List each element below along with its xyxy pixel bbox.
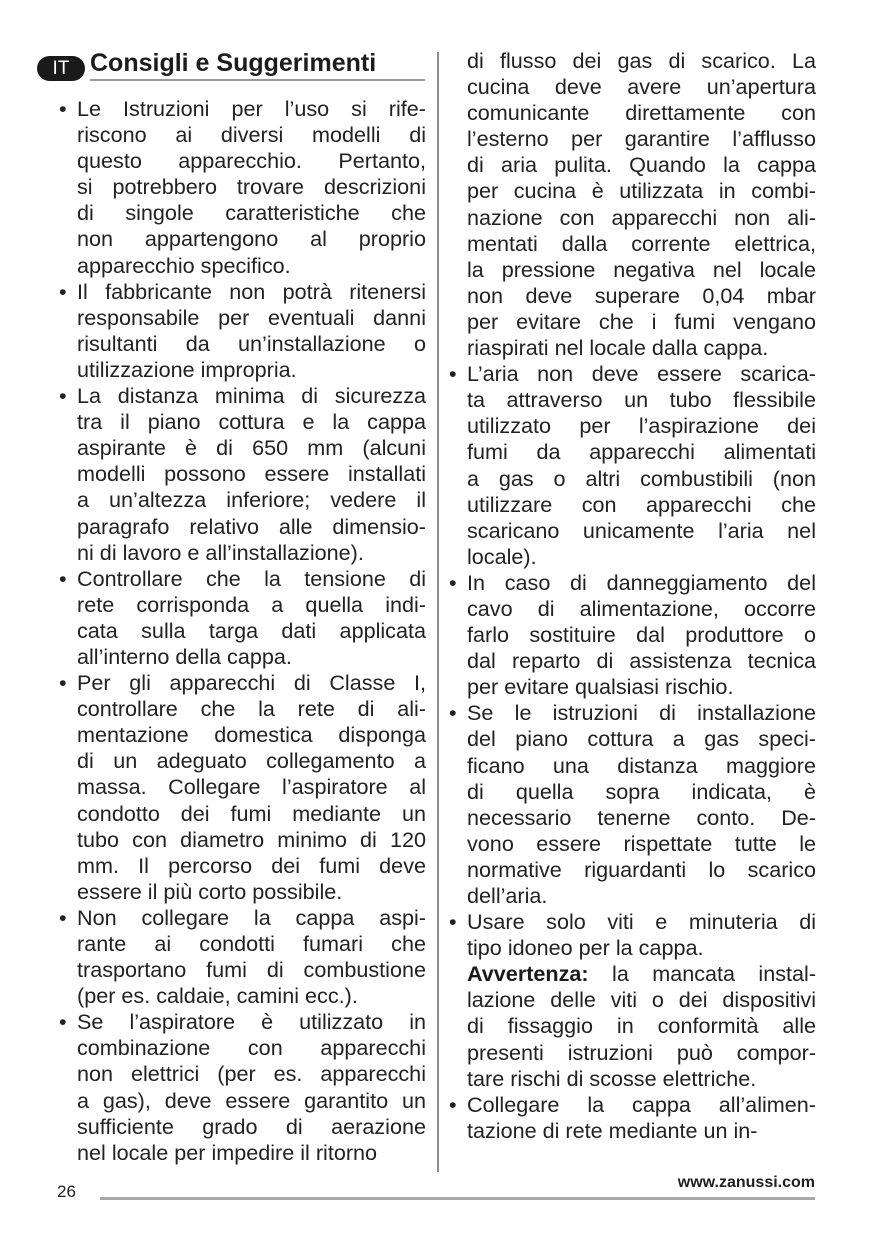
footer-rule bbox=[100, 1197, 815, 1200]
text-line: ficano una distanza maggiore bbox=[467, 752, 816, 778]
text-line: • In caso di danneggiamento del bbox=[467, 569, 816, 595]
text-line: rete corrisponda a quella indi- bbox=[77, 591, 426, 617]
text-line: la pressione negativa nel locale bbox=[467, 256, 816, 282]
text-line: controllare che la rete di ali- bbox=[77, 696, 426, 722]
text-line: di aria pulita. Quando la cappa bbox=[467, 152, 816, 178]
text-line: di flusso dei gas di scarico. La bbox=[467, 48, 816, 73]
text-line: scaricano unicamente l’aria nel bbox=[467, 517, 816, 543]
text-line: a gas o altri combustibili (non bbox=[467, 465, 816, 491]
text-line: per evitare che i fumi vengano bbox=[467, 308, 816, 334]
text-line: aspirante è di 650 mm (alcuni bbox=[77, 435, 426, 461]
text-line: trasportano fumi di combustione bbox=[77, 957, 426, 983]
text-line: cavo di alimentazione, occorre bbox=[467, 595, 816, 621]
section-title: Consigli e Suggerimenti bbox=[90, 49, 377, 77]
text-line: tra il piano cottura e la cappa bbox=[77, 409, 426, 435]
text-line: risultanti da un’installazione o bbox=[77, 330, 426, 356]
text-line: vono essere rispettate tutte le bbox=[467, 830, 816, 856]
text-line: non appartengono al proprio bbox=[77, 226, 426, 252]
text-line: ta attraverso un tubo flessibile bbox=[467, 387, 816, 413]
text-line: • Controllare che la tensione di bbox=[77, 565, 426, 591]
text-line: necessario tenerne conto. De- bbox=[467, 804, 816, 830]
text-line: cata sulla targa dati applicata bbox=[77, 617, 426, 643]
text-line: del piano cottura a gas speci- bbox=[467, 726, 816, 752]
text-line: l’esterno per garantire l’afflusso bbox=[467, 126, 816, 152]
text-line: non elettrici (per es. apparecchi bbox=[77, 1061, 426, 1087]
text-line: mentazione domestica disponga bbox=[77, 722, 426, 748]
right-column-list bbox=[447, 48, 816, 1144]
warning-line bbox=[467, 961, 816, 987]
list-item bbox=[57, 383, 426, 566]
text-line: mm. Il percorso dei fumi deve bbox=[77, 852, 426, 878]
text-line: • Usare solo viti e minuteria di bbox=[467, 909, 816, 935]
language-badge: IT bbox=[37, 56, 85, 81]
text-line: utilizzazione impropria. bbox=[77, 356, 297, 382]
text-line: responsabile per eventuali danni bbox=[77, 304, 426, 330]
list-item bbox=[57, 670, 426, 905]
text-line: di quella sopra indicata, è bbox=[467, 778, 816, 804]
text-line: non deve superare 0,04 mbar bbox=[467, 282, 816, 308]
page-number: 26 bbox=[57, 1182, 76, 1201]
text-line: • La distanza minima di sicurezza bbox=[77, 383, 426, 409]
text-line: • Il fabbricante non potrà ritenersi bbox=[77, 278, 426, 304]
text-line: di fissaggio in conformità alle bbox=[467, 1013, 816, 1039]
text-line: rante ai condotti fumari che bbox=[77, 931, 426, 956]
list-item bbox=[447, 1092, 816, 1144]
text-line: • Se l’aspiratore è utilizzato in bbox=[77, 1009, 426, 1035]
text-line: dell’aria. bbox=[467, 883, 548, 908]
text-line: condotto dei fumi mediante un bbox=[77, 800, 426, 826]
list-item bbox=[57, 1009, 426, 1166]
text-line: nel locale per impedire il ritorno bbox=[77, 1139, 378, 1165]
warning-label: Avvertenza: bbox=[467, 961, 589, 987]
column-divider bbox=[437, 52, 439, 1172]
text-line: tazione di rete mediante un in- bbox=[467, 1117, 758, 1143]
warning-text: la mancata instal- bbox=[612, 961, 817, 987]
text-line: comunicante direttamente con bbox=[467, 100, 816, 126]
list-item bbox=[447, 361, 816, 570]
text-line: riaspirati nel locale dalla cappa. bbox=[467, 335, 769, 361]
text-line: dal reparto di assistenza tecnica bbox=[467, 648, 816, 674]
text-line: massa. Collegare l’aspiratore al bbox=[77, 774, 426, 800]
text-line: si potrebbero trovare descrizioni bbox=[77, 174, 426, 200]
text-line: normative riguardanti lo scarico bbox=[467, 856, 816, 882]
list-item bbox=[57, 279, 426, 383]
text-line: • Le Istruzioni per l’uso si rife- bbox=[77, 96, 426, 121]
text-line: per evitare qualsiasi rischio. bbox=[467, 674, 734, 700]
text-line: fumi da apparecchi alimentati bbox=[467, 439, 816, 465]
text-line: a gas), deve essere garantito un bbox=[77, 1087, 426, 1113]
website-url: www.zanussi.com bbox=[677, 1174, 815, 1191]
list-item bbox=[57, 566, 426, 670]
text-line: essere il più corto possibile. bbox=[77, 878, 343, 904]
text-line: tubo con diametro minimo di 120 bbox=[77, 826, 426, 852]
list-item bbox=[57, 96, 426, 279]
text-line: • Non collegare la cappa aspi- bbox=[77, 904, 426, 930]
text-line: utilizzare con apparecchi che bbox=[467, 491, 816, 517]
text-line: questo apparecchio. Pertanto, bbox=[77, 148, 426, 174]
text-line: combinazione con apparecchi bbox=[77, 1035, 426, 1061]
continued-paragraph bbox=[447, 48, 816, 361]
list-item bbox=[447, 570, 816, 700]
text-line: • L’aria non deve essere scarica- bbox=[467, 361, 816, 387]
title-underline bbox=[90, 79, 425, 81]
text-line: • Per gli apparecchi di Classe I, bbox=[77, 670, 426, 696]
text-line: mentati dalla corrente elettrica, bbox=[467, 230, 816, 256]
text-line: di singole caratteristiche che bbox=[77, 200, 426, 226]
text-line: modelli possono essere installati bbox=[77, 461, 426, 487]
text-line: a un’altezza inferiore; vedere il bbox=[77, 487, 426, 513]
text-line: per cucina è utilizzata in combi- bbox=[467, 178, 816, 204]
text-line: locale). bbox=[467, 543, 537, 569]
text-line: tipo idoneo per la cappa. bbox=[467, 935, 704, 961]
list-item bbox=[447, 700, 816, 909]
text-line: apparecchio specifico. bbox=[77, 252, 291, 278]
text-line: all’interno della cappa. bbox=[77, 643, 292, 669]
text-line: • Se le istruzioni di installazione bbox=[467, 700, 816, 726]
left-column-list bbox=[57, 96, 426, 1166]
list-item bbox=[57, 905, 426, 1009]
text-line: farlo sostituire dal produttore o bbox=[467, 622, 816, 648]
text-line: paragrafo relativo alle dimensio- bbox=[77, 513, 426, 539]
text-line: di un adeguato collegamento a bbox=[77, 748, 426, 774]
list-item bbox=[447, 909, 816, 1092]
text-line: presenti istruzioni può compor- bbox=[467, 1039, 816, 1065]
text-line: (per es. caldaie, camini ecc.). bbox=[77, 983, 358, 1009]
text-line: lazione delle viti o dei dispositivi bbox=[467, 987, 816, 1013]
text-line: utilizzato per l’aspirazione dei bbox=[467, 413, 816, 439]
text-line: ni di lavoro e all’installazione). bbox=[77, 539, 364, 565]
text-line: sufficiente grado di aerazione bbox=[77, 1113, 426, 1139]
text-line: riscono ai diversi modelli di bbox=[77, 122, 426, 148]
text-line: • Collegare la cappa all’alimen- bbox=[467, 1091, 816, 1117]
text-line: cucina deve avere un’apertura bbox=[467, 74, 816, 100]
text-line: nazione con apparecchi non ali- bbox=[467, 204, 816, 230]
text-line: tare rischi di scosse elettriche. bbox=[467, 1065, 757, 1091]
